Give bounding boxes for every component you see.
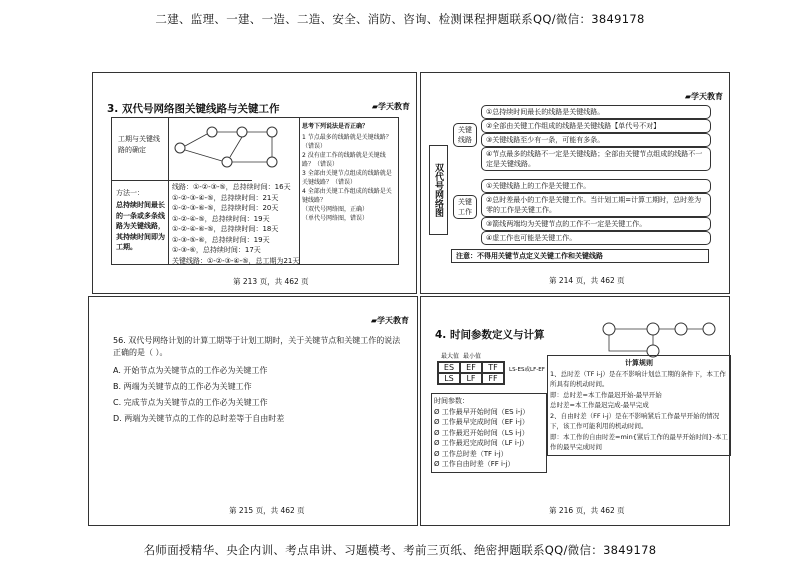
brand-logo: ▰学天教育 bbox=[371, 102, 410, 111]
vertical-title: 双代号网络图 bbox=[429, 145, 448, 235]
item: ③箭线两端均为关键节点的工作不一定是关键工作。 bbox=[481, 217, 711, 231]
item: ①总持续时间最长的线路是关键线路。 bbox=[481, 105, 711, 119]
think-title: 思考下列说法是否正确？ bbox=[302, 123, 369, 130]
rules-panel bbox=[547, 355, 731, 456]
path-list bbox=[172, 182, 299, 266]
think-item: （单代号网络图，错误） bbox=[302, 214, 369, 222]
item: ②总时差最小的工作是关键工作。当计划工期=计算工期时，总时差为零的工作是关键工作。 bbox=[481, 193, 711, 217]
network-diagram bbox=[172, 120, 292, 180]
page-213 bbox=[92, 72, 417, 294]
item: ②全部由关键工作组成的线路是关键线路【单代号不对】 bbox=[481, 119, 711, 133]
param: Ø 工作最早完成时间（EF i-j） bbox=[434, 418, 529, 426]
option: C. 完成节点为关键节点的工作必为关键工作 bbox=[113, 398, 268, 407]
param-grid bbox=[437, 361, 505, 385]
param: Ø 工作自由时差（FF i-j） bbox=[434, 460, 515, 468]
critical-path-row: 关键线路：①-②-③-④-⑤，总工期为21天 bbox=[172, 256, 300, 265]
page-title: 4. 时间参数定义与计算 bbox=[435, 329, 545, 341]
param: Ø 工作最迟完成时间（LF i-j） bbox=[434, 439, 529, 447]
rule: 即：总时差=本工作最迟开始-最早开始 bbox=[550, 390, 662, 399]
think-item: 1 节点最多的线路就是关键线路？（错误） bbox=[302, 133, 392, 150]
option: D. 两端为关键节点的工作的总时差等于自由时差 bbox=[113, 414, 285, 423]
page-title: 3. 双代号网络图关键线路与关键工作 bbox=[107, 103, 280, 115]
page-number: 第 215 页，共 462 页 bbox=[229, 506, 305, 515]
footer-banner: 名师面授精华、央企内训、考点串讲、习题模考、考前三页纸、绝密押题联系QQ/微信：3849178 bbox=[143, 543, 657, 557]
item: ①关键线路上的工作是关键工作。 bbox=[481, 179, 711, 193]
page-number: 第 213 页，共 462 页 bbox=[233, 277, 309, 286]
group-label-critical-work: 关键工作 bbox=[453, 195, 477, 219]
path-row: ①-②-③-⑥-⑤，总持续时间：20天 bbox=[172, 204, 279, 212]
page-number: 第 216 页，共 462 页 bbox=[549, 506, 625, 515]
note: 注意：不得用关键节点定义关键工作和关键线路 bbox=[451, 249, 709, 263]
path-row: ①-②-③-④-⑤，总持续时间：21天 bbox=[172, 193, 279, 202]
param: Ø 工作总时差（TF i-j） bbox=[434, 449, 508, 458]
item: ④节点最多的线路不一定是关键线路；全部由关键节点组成的线路不一定是关键线路。 bbox=[481, 147, 711, 171]
row-label: 工期与关键线路的确定 bbox=[118, 135, 160, 154]
think-item: 3 全部由关键节点组成的线路就是关键线路？（错误） bbox=[302, 169, 392, 186]
item: ③关键线路至少有一条，可能有多条。 bbox=[481, 133, 711, 147]
path-table bbox=[111, 117, 399, 265]
params-list bbox=[431, 393, 547, 473]
page-216 bbox=[420, 296, 730, 526]
think-panel bbox=[302, 122, 396, 223]
path-row: ①-②-④-⑥-⑤，总持续时间：18天 bbox=[172, 225, 279, 233]
path-row: ①-③-⑥，总持续时间：17天 bbox=[172, 246, 261, 254]
network-diagram bbox=[601, 315, 725, 359]
grid-cell: FF bbox=[482, 373, 504, 384]
grid-note: LS-ES或LF-EF bbox=[509, 367, 545, 373]
grid-label-max: 最大值 bbox=[441, 353, 460, 360]
page-number: 第 214 页，共 462 页 bbox=[549, 276, 625, 285]
rule: 即：本工作的自由时差=min{紧后工作的最早开始时间}-本工作的最早完成时间 bbox=[550, 432, 728, 451]
page-214 bbox=[420, 72, 730, 294]
grid-cell: LF bbox=[460, 373, 482, 384]
option: A. 开始节点为关键节点的工作必为关键工作 bbox=[113, 366, 268, 375]
path-row: ①-②-④-⑤，总持续时间：19天 bbox=[172, 214, 270, 223]
rule: 1、总时差（TF i-j）是在不影响计划总工期的条件下，本工作所具有的机动时间。 bbox=[550, 369, 726, 388]
grid-cell: TF bbox=[482, 362, 504, 373]
path-row: ①-③-⑤-⑥，总持续时间：19天 bbox=[172, 235, 270, 244]
grid-cell: LS bbox=[438, 373, 460, 384]
grid-cell: ES bbox=[438, 362, 460, 373]
brand-logo: ▰学天教育 bbox=[370, 316, 409, 325]
brand-logo: ▰学天教育 bbox=[684, 92, 723, 101]
grid-label-min: 最小值 bbox=[463, 353, 482, 360]
think-item: （双代号网络图，正确） bbox=[302, 205, 369, 213]
header-banner: 二建、监理、一建、一造、二造、安全、消防、咨询、检测课程押题联系QQ/微信：3849178 bbox=[155, 12, 645, 26]
item: ④虚工作也可能是关键工作。 bbox=[481, 231, 711, 245]
option: B. 两端为关键节点的工作必为关键工作 bbox=[113, 382, 252, 391]
page-215 bbox=[88, 296, 418, 526]
think-item: 4 全部由关键工作组成的线路是关键线路？ bbox=[302, 187, 392, 204]
question-text: 56. 双代号网络计划的计算工期等于计划工期时，关于关键节点和关键工作的说法正确的是（ ）。 bbox=[113, 336, 401, 357]
rule: 2、自由时差（FF i-j）是在不影响紧后工作最早开始的情况下，该工作可能利用的机动时间。 bbox=[550, 411, 720, 430]
rule: 总时差=本工作最迟完成-最早完成 bbox=[550, 401, 649, 409]
grid-cell: EF bbox=[460, 362, 482, 373]
path-row: 线路：①-②-③-⑤，总持续时间：16天 bbox=[172, 183, 291, 191]
think-item: 2 没有虚工作的线路就是关键线路？（错误） bbox=[302, 151, 386, 168]
rules-title: 计算规则 bbox=[625, 359, 653, 367]
method-title: 方法一： bbox=[116, 189, 144, 197]
params-title: 时间参数： bbox=[434, 397, 469, 405]
group-label-critical-path: 关键线路 bbox=[453, 123, 477, 147]
param: Ø 工作最迟开始时间（LS i-j） bbox=[434, 428, 529, 437]
param: Ø 工作最早开始时间（ES i-j） bbox=[434, 407, 530, 416]
method-body: 总持续时间最长的一条或多条线路为关键线路，其持续时间即为工期。 bbox=[116, 201, 165, 251]
